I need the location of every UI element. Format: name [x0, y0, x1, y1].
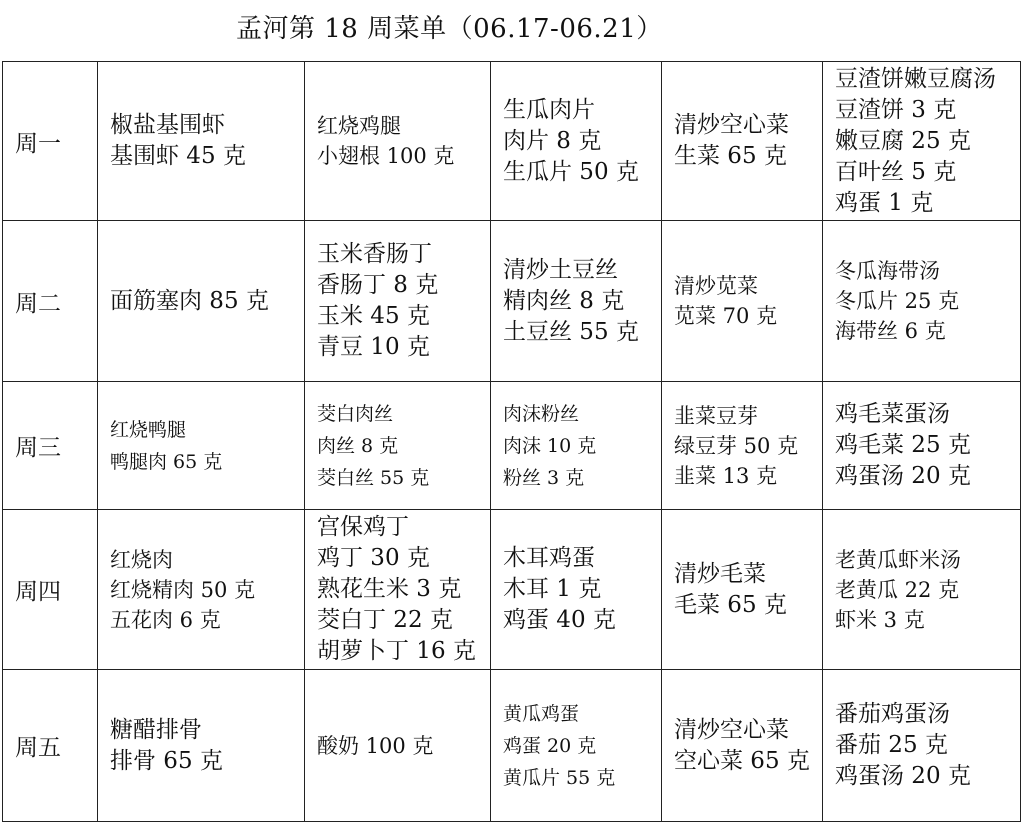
day-cell [3, 510, 98, 670]
dish-name: 鸡毛菜蛋汤 [835, 401, 950, 427]
dish-name: 肉沫粉丝 [503, 402, 580, 425]
page-title: 孟河第 18 周菜单（06.17-06.21） [236, 14, 663, 44]
ingredient-line: 鸡蛋 40 克 [503, 607, 616, 633]
menu-cell [305, 62, 491, 221]
dish-name: 茭白肉丝 [317, 402, 394, 425]
table-row [3, 62, 1021, 221]
dish-name: 番茄鸡蛋汤 [835, 701, 950, 727]
ingredient-line: 肉丝 8 克 [317, 434, 399, 457]
dish-name: 酸奶 100 克 [317, 733, 434, 758]
ingredient-line: 精肉丝 8 克 [503, 287, 625, 314]
day-cell [3, 382, 98, 510]
ingredient-line: 番茄 25 克 [835, 732, 948, 758]
ingredient-line: 茭白丝 55 克 [317, 466, 430, 489]
menu-cell [305, 221, 491, 382]
menu-cell [823, 221, 1021, 382]
table-row [3, 221, 1021, 382]
menu-cell [662, 670, 823, 822]
menu-cell [662, 382, 823, 510]
ingredient-line: 老黄瓜 22 克 [835, 577, 960, 602]
ingredient-line: 海带丝 6 克 [835, 319, 946, 343]
dish-name: 清炒毛菜 [674, 560, 766, 587]
ingredient-line: 鸡丁 30 克 [317, 545, 430, 571]
day-label: 周五 [15, 735, 61, 761]
ingredient-line: 熟花生米 3 克 [317, 576, 462, 602]
dish-name: 韭菜豆芽 [674, 403, 758, 428]
dish-name: 红烧鸡腿 [317, 114, 401, 138]
ingredient-line: 嫩豆腐 25 克 [835, 127, 971, 154]
ingredient-line: 鸡蛋汤 20 克 [835, 463, 971, 489]
ingredient-line: 红烧精肉 50 克 [110, 577, 256, 602]
ingredient-line: 豆渣饼 3 克 [835, 96, 957, 123]
ingredient-line: 青豆 10 克 [317, 334, 430, 360]
ingredient-line: 生菜 65 克 [674, 143, 787, 169]
day-label: 周二 [15, 290, 61, 317]
menu-cell [305, 670, 491, 822]
ingredient-line: 毛菜 65 克 [674, 591, 787, 618]
day-cell [3, 670, 98, 822]
ingredient-line: 虾米 3 克 [835, 607, 925, 632]
table-row [3, 670, 1021, 822]
ingredient-line: 粉丝 3 克 [503, 466, 585, 489]
dish-name: 清炒空心菜 [674, 716, 789, 743]
menu-cell [491, 382, 662, 510]
ingredient-line: 土豆丝 55 克 [503, 318, 639, 345]
dish-name: 红烧肉 [110, 547, 173, 572]
dish-name: 红烧鸭腿 [110, 418, 187, 441]
day-cell [3, 221, 98, 382]
ingredient-line: 小翅根 100 克 [317, 144, 455, 168]
menu-cell [98, 510, 305, 670]
ingredient-line: 肉沫 10 克 [503, 434, 597, 457]
menu-table [2, 61, 1021, 822]
ingredient-line: 香肠丁 8 克 [317, 272, 439, 298]
ingredient-line: 排骨 65 克 [110, 747, 223, 774]
menu-cell [491, 62, 662, 221]
ingredient-line: 基围虾 45 克 [110, 143, 246, 169]
menu-cell [305, 382, 491, 510]
day-cell [3, 62, 98, 221]
dish-name: 清炒土豆丝 [503, 256, 618, 283]
dish-name: 老黄瓜虾米汤 [835, 547, 961, 572]
ingredient-line: 韭菜 13 克 [674, 463, 778, 488]
ingredient-line: 苋菜 70 克 [674, 304, 778, 328]
dish-name: 黄瓜鸡蛋 [503, 702, 580, 725]
ingredient-line: 冬瓜片 25 克 [835, 289, 960, 313]
menu-cell [491, 221, 662, 382]
dish-name: 清炒苋菜 [674, 274, 758, 298]
dish-name: 生瓜肉片 [503, 96, 595, 123]
ingredient-line: 木耳 1 克 [503, 576, 602, 602]
day-label: 周四 [15, 579, 61, 605]
dish-name: 清炒空心菜 [674, 112, 789, 138]
menu-cell [662, 510, 823, 670]
menu-cell [98, 670, 305, 822]
menu-cell [98, 221, 305, 382]
dish-name: 宫保鸡丁 [317, 514, 409, 540]
menu-cell [305, 510, 491, 670]
menu-cell [98, 62, 305, 221]
menu-cell [491, 510, 662, 670]
day-label: 周一 [15, 130, 61, 157]
table-row [3, 382, 1021, 510]
ingredient-line: 黄瓜片 55 克 [503, 766, 616, 789]
ingredient-line: 玉米 45 克 [317, 303, 430, 329]
table-row [3, 510, 1021, 670]
menu-cell [662, 221, 823, 382]
dish-name: 冬瓜海带汤 [835, 259, 940, 283]
menu-cell [662, 62, 823, 221]
menu-cell [823, 670, 1021, 822]
ingredient-line: 鸡毛菜 25 克 [835, 432, 971, 458]
dish-name: 玉米香肠丁 [317, 241, 432, 267]
ingredient-line: 百叶丝 5 克 [835, 158, 957, 185]
menu-cell [491, 670, 662, 822]
dish-name: 豆渣饼嫩豆腐汤 [835, 65, 996, 92]
ingredient-line: 鸡蛋 20 克 [503, 734, 597, 757]
menu-cell [823, 510, 1021, 670]
ingredient-line: 鸡蛋汤 20 克 [835, 763, 971, 789]
dish-name: 椒盐基围虾 [110, 112, 225, 138]
ingredient-line: 肉片 8 克 [503, 127, 602, 154]
dish-name: 木耳鸡蛋 [503, 545, 595, 571]
ingredient-line: 五花肉 6 克 [110, 607, 221, 632]
ingredient-line: 绿豆芽 50 克 [674, 433, 799, 458]
ingredient-line: 空心菜 65 克 [674, 747, 810, 774]
ingredient-line: 生瓜片 50 克 [503, 158, 639, 185]
ingredient-line: 茭白丁 22 克 [317, 607, 453, 633]
ingredient-line: 鸡蛋 1 克 [835, 189, 934, 216]
menu-cell [98, 382, 305, 510]
dish-name: 糖醋排骨 [110, 716, 202, 743]
dish-name: 面筋塞肉 85 克 [110, 287, 269, 314]
ingredient-line: 鸭腿肉 65 克 [110, 450, 223, 473]
day-label: 周三 [15, 435, 61, 461]
menu-cell [823, 382, 1021, 510]
menu-cell [823, 62, 1021, 221]
ingredient-line: 胡萝卜丁 16 克 [317, 638, 476, 664]
